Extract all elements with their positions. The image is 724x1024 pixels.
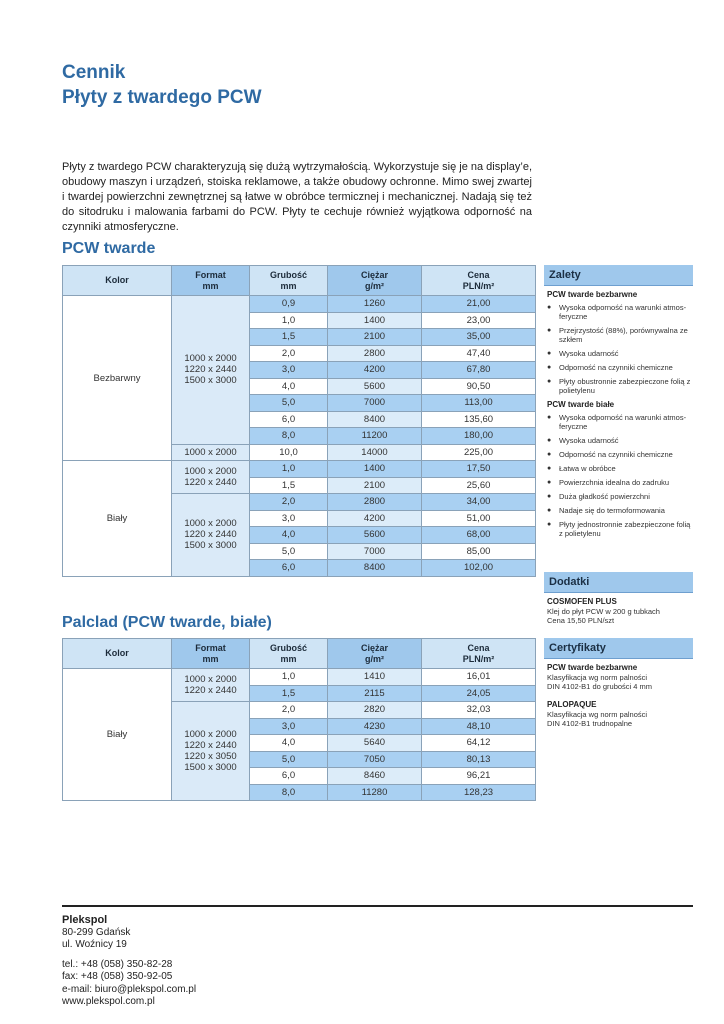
certyfikaty-box bbox=[544, 638, 693, 728]
format-cell: 1000 x 2000 1220 x 2440 bbox=[172, 669, 250, 702]
list-item: ● Przejrzystość (88%), porównywalna ze szkłem bbox=[547, 326, 693, 344]
list-item: ● Odporność na czynniki chemiczne bbox=[547, 363, 693, 372]
ciezar-cell: 2820 bbox=[328, 702, 422, 719]
header-cena: Cena PLN/m² bbox=[422, 639, 536, 669]
cena-cell: 16,01 bbox=[422, 669, 536, 686]
cena-cell: 48,10 bbox=[422, 718, 536, 735]
ciezar-cell: 7050 bbox=[328, 751, 422, 768]
ciezar-cell: 1400 bbox=[328, 461, 422, 478]
cena-cell: 180,00 bbox=[422, 428, 536, 445]
dodatki-line-1: Klej do płyt PCW w 200 g tubkach bbox=[547, 607, 660, 616]
ciezar-cell: 5600 bbox=[328, 378, 422, 395]
address-line-1: 80-299 Gdańsk bbox=[62, 926, 131, 938]
certyfikaty-heading: Certyfikaty bbox=[544, 638, 693, 659]
list-item: ● Wysoka odporność na warunki atmos-feryczne bbox=[547, 413, 693, 431]
list-item: ● Łatwa w obróbce bbox=[547, 464, 693, 473]
cena-cell: 85,00 bbox=[422, 543, 536, 560]
ciezar-cell: 8400 bbox=[328, 411, 422, 428]
list-item: ● Odporność na czynniki chemiczne bbox=[547, 450, 693, 459]
dodatki-box bbox=[544, 572, 693, 625]
grubosc-cell: 6,0 bbox=[250, 768, 328, 785]
grubosc-cell: 0,9 bbox=[250, 296, 328, 313]
table-row bbox=[63, 461, 536, 478]
kolor-cell: Biały bbox=[63, 461, 172, 577]
cena-cell: 90,50 bbox=[422, 378, 536, 395]
cena-cell: 35,00 bbox=[422, 329, 536, 346]
grubosc-cell: 8,0 bbox=[250, 428, 328, 445]
ciezar-cell: 2115 bbox=[328, 685, 422, 702]
ciezar-cell: 2800 bbox=[328, 345, 422, 362]
ciezar-cell: 4200 bbox=[328, 510, 422, 527]
ciezar-cell: 11200 bbox=[328, 428, 422, 445]
grubosc-cell: 2,0 bbox=[250, 345, 328, 362]
cena-cell: 47,40 bbox=[422, 345, 536, 362]
grubosc-cell: 6,0 bbox=[250, 560, 328, 577]
header-grubosc: Grubość mm bbox=[250, 639, 328, 669]
grubosc-cell: 5,0 bbox=[250, 751, 328, 768]
dodatki-line-2: Cena 15,50 PLN/szt bbox=[547, 616, 615, 625]
dodatki-heading: Dodatki bbox=[544, 572, 693, 593]
list-item: ● Płyty jednostronnie zabezpieczone folią z polietylenu bbox=[547, 520, 693, 538]
ciezar-cell: 2800 bbox=[328, 494, 422, 511]
grubosc-cell: 3,0 bbox=[250, 718, 328, 735]
cena-cell: 80,13 bbox=[422, 751, 536, 768]
footer-contact bbox=[62, 914, 196, 1009]
phone: tel.: +48 (058) 350-82-28 bbox=[62, 958, 173, 970]
header-format: Format mm bbox=[172, 266, 250, 296]
table-row bbox=[63, 669, 536, 686]
page-title bbox=[62, 60, 262, 110]
grubosc-cell: 5,0 bbox=[250, 395, 328, 412]
format-cell: 1000 x 2000 1220 x 2440 1220 x 3050 1500 x 3000 bbox=[172, 702, 250, 801]
ciezar-cell: 1400 bbox=[328, 312, 422, 329]
cert-line-2b: DIN 4102-B1 trudnopalne bbox=[547, 719, 633, 728]
ciezar-cell: 2100 bbox=[328, 329, 422, 346]
address-line-2: ul. Woźnicy 19 bbox=[62, 939, 127, 950]
zalety-list-2 bbox=[544, 413, 693, 538]
cena-cell: 51,00 bbox=[422, 510, 536, 527]
cert-sub-2: PALOPAQUE bbox=[547, 700, 597, 709]
website-link[interactable]: www.plekspol.com.pl bbox=[62, 996, 155, 1007]
cena-cell: 113,00 bbox=[422, 395, 536, 412]
fax: fax: +48 (058) 350-92-05 bbox=[62, 971, 173, 982]
cena-cell: 135,60 bbox=[422, 411, 536, 428]
list-item: ● Nadaje się do termoformowania bbox=[547, 506, 693, 515]
grubosc-cell: 1,0 bbox=[250, 461, 328, 478]
grubosc-cell: 1,0 bbox=[250, 669, 328, 686]
ciezar-cell: 4200 bbox=[328, 362, 422, 379]
zalety-sub-1: PCW twarde bezbarwne bbox=[547, 290, 638, 299]
header-ciezar: Ciężar g/m² bbox=[328, 266, 422, 296]
grubosc-cell: 2,0 bbox=[250, 702, 328, 719]
cena-cell: 32,03 bbox=[422, 702, 536, 719]
list-item: ● Wysoka udarność bbox=[547, 349, 693, 358]
grubosc-cell: 4,0 bbox=[250, 378, 328, 395]
grubosc-cell: 1,5 bbox=[250, 685, 328, 702]
pcw-twarde-table bbox=[62, 265, 536, 577]
list-item: ● Wysoka odporność na warunki atmos-feryczne bbox=[547, 303, 693, 321]
header-kolor: Kolor bbox=[63, 639, 172, 669]
ciezar-cell: 2100 bbox=[328, 477, 422, 494]
ciezar-cell: 8400 bbox=[328, 560, 422, 577]
ciezar-cell: 11280 bbox=[328, 784, 422, 801]
table1-heading: PCW twarde bbox=[62, 240, 156, 257]
header-cena: Cena PLN/m² bbox=[422, 266, 536, 296]
kolor-cell: Biały bbox=[63, 669, 172, 801]
header-format: Format mm bbox=[172, 639, 250, 669]
format-cell: 1000 x 2000 bbox=[172, 444, 250, 461]
grubosc-cell: 1,5 bbox=[250, 329, 328, 346]
ciezar-cell: 5640 bbox=[328, 735, 422, 752]
kolor-cell: Bezbarwny bbox=[63, 296, 172, 461]
ciezar-cell: 4230 bbox=[328, 718, 422, 735]
list-item: ● Powierzchnia idealna do zadruku bbox=[547, 478, 693, 487]
zalety-heading: Zalety bbox=[544, 265, 693, 286]
zalety-sub-2: PCW twarde białe bbox=[547, 400, 615, 409]
format-cell: 1000 x 2000 1220 x 2440 1500 x 3000 bbox=[172, 494, 250, 577]
grubosc-cell: 8,0 bbox=[250, 784, 328, 801]
ciezar-cell: 8460 bbox=[328, 768, 422, 785]
ciezar-cell: 5600 bbox=[328, 527, 422, 544]
cena-cell: 23,00 bbox=[422, 312, 536, 329]
zalety-list-1 bbox=[544, 303, 693, 395]
header-grubosc: Grubość mm bbox=[250, 266, 328, 296]
grubosc-cell: 1,0 bbox=[250, 312, 328, 329]
grubosc-cell: 4,0 bbox=[250, 735, 328, 752]
cena-cell: 68,00 bbox=[422, 527, 536, 544]
grubosc-cell: 4,0 bbox=[250, 527, 328, 544]
company-name: Plekspol bbox=[62, 914, 108, 926]
list-item: ● Duża gładkość powierzchni bbox=[547, 492, 693, 501]
palclad-table bbox=[62, 638, 536, 801]
grubosc-cell: 3,0 bbox=[250, 362, 328, 379]
cert-line-1a: Klasyfikacja wg norm palności bbox=[547, 673, 648, 682]
ciezar-cell: 7000 bbox=[328, 543, 422, 560]
dodatki-sub: COSMOFEN PLUS bbox=[547, 597, 617, 606]
grubosc-cell: 2,0 bbox=[250, 494, 328, 511]
footer-divider bbox=[62, 905, 693, 907]
format-cell: 1000 x 2000 1220 x 2440 bbox=[172, 461, 250, 494]
cena-cell: 25,60 bbox=[422, 477, 536, 494]
cena-cell: 64,12 bbox=[422, 735, 536, 752]
zalety-box bbox=[544, 265, 693, 543]
header-ciezar: Ciężar g/m² bbox=[328, 639, 422, 669]
grubosc-cell: 5,0 bbox=[250, 543, 328, 560]
cena-cell: 225,00 bbox=[422, 444, 536, 461]
cena-cell: 128,23 bbox=[422, 784, 536, 801]
table-row bbox=[63, 296, 536, 313]
cert-sub-1: PCW twarde bezbarwne bbox=[547, 663, 638, 672]
ciezar-cell: 7000 bbox=[328, 395, 422, 412]
cert-line-1b: DIN 4102-B1 do grubości 4 mm bbox=[547, 682, 653, 691]
cena-cell: 17,50 bbox=[422, 461, 536, 478]
cena-cell: 21,00 bbox=[422, 296, 536, 313]
grubosc-cell: 10,0 bbox=[250, 444, 328, 461]
cena-cell: 34,00 bbox=[422, 494, 536, 511]
cena-cell: 102,00 bbox=[422, 560, 536, 577]
list-item: ● Wysoka udarność bbox=[547, 436, 693, 445]
ciezar-cell: 1410 bbox=[328, 669, 422, 686]
cena-cell: 96,21 bbox=[422, 768, 536, 785]
grubosc-cell: 1,5 bbox=[250, 477, 328, 494]
email-link[interactable]: e-mail: biuro@plekspol.com.pl bbox=[62, 983, 197, 995]
grubosc-cell: 3,0 bbox=[250, 510, 328, 527]
ciezar-cell: 14000 bbox=[328, 444, 422, 461]
format-cell: 1000 x 2000 1220 x 2440 1500 x 3000 bbox=[172, 296, 250, 445]
cert-line-2a: Klasyfikacja wg norm palności bbox=[547, 710, 648, 719]
title-line-2: Płyty z twardego PCW bbox=[62, 87, 262, 108]
cena-cell: 67,80 bbox=[422, 362, 536, 379]
ciezar-cell: 1260 bbox=[328, 296, 422, 313]
table2-heading: Palclad (PCW twarde, białe) bbox=[62, 614, 272, 631]
list-item: ● Płyty obustronnie zabezpieczone folią z polietylenu bbox=[547, 377, 693, 395]
cena-cell: 24,05 bbox=[422, 685, 536, 702]
grubosc-cell: 6,0 bbox=[250, 411, 328, 428]
intro-paragraph: Płyty z twardego PCW charakteryzują się dużą wytrzymałością. Wykorzystuje się je na display’e, obudowy maszyn i urządzeń, stoiska reklamowe, a także obudowy ochronne. Mimo swej zwartej i twardej powierzchni zewnętrznej są łatwe w obróbce termicznej i mechanicznej. Nadają się też do sitodruku i malowania farbami do PCW. Płyty te cechuje również wyjątkowa odporność na czynniki atmosferyczne. bbox=[62, 161, 533, 233]
title-line-1: Cennik bbox=[62, 62, 126, 83]
header-kolor: Kolor bbox=[63, 266, 172, 296]
